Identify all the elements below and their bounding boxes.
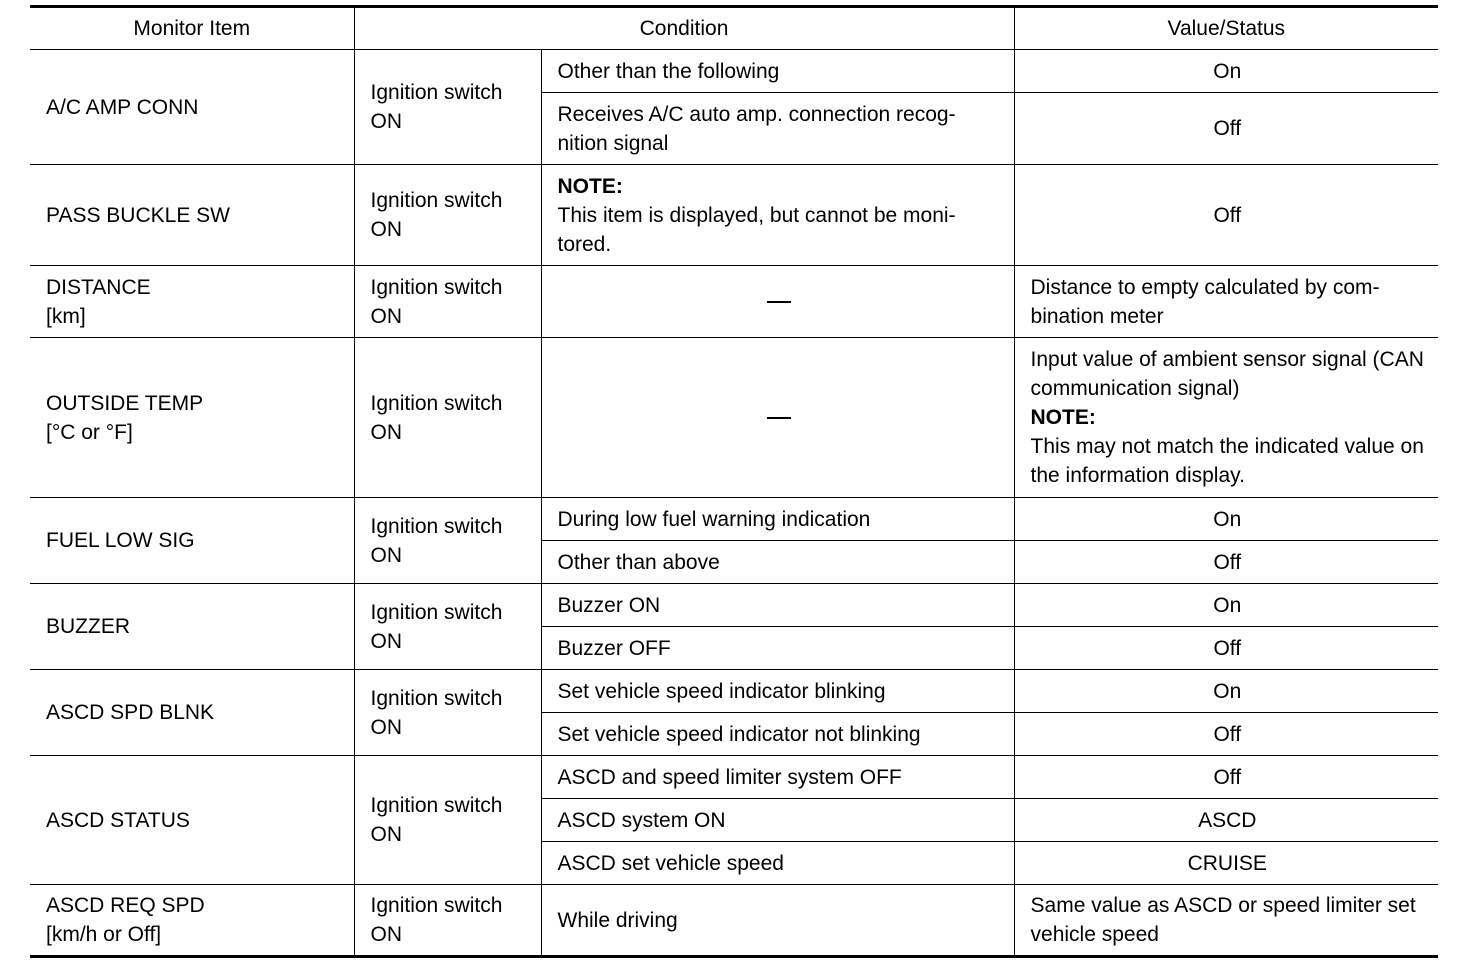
condition-detail bbox=[541, 338, 1014, 498]
condition-main: Ignition switch ON bbox=[354, 584, 541, 670]
table-row bbox=[30, 266, 1438, 338]
header-row bbox=[30, 7, 1438, 50]
monitor-item-name: PASS BUCKLE SW bbox=[30, 165, 354, 266]
condition-main: Ignition switch ON bbox=[354, 670, 541, 756]
condition-detail: ASCD and speed limiter system OFF bbox=[541, 756, 1014, 799]
monitor-item-name bbox=[30, 266, 354, 338]
monitor-item-name: A/C AMP CONN bbox=[30, 50, 354, 165]
condition-detail: Other than the following bbox=[541, 50, 1014, 93]
item-unit: [km/h or Off] bbox=[46, 923, 162, 946]
value-status: ASCD bbox=[1014, 799, 1438, 842]
value-status: Off bbox=[1014, 165, 1438, 266]
header-monitor-item: Monitor Item bbox=[30, 7, 354, 50]
dash-mark bbox=[767, 417, 791, 419]
condition-detail: Set vehicle speed indicator not blinking bbox=[541, 713, 1014, 756]
value-status: Off bbox=[1014, 93, 1438, 165]
condition-detail: While driving bbox=[541, 885, 1014, 957]
dash-mark bbox=[767, 301, 791, 303]
condition-main: Ignition switch ON bbox=[354, 50, 541, 165]
condition-detail: Buzzer ON bbox=[541, 584, 1014, 627]
header-condition: Condition bbox=[354, 7, 1014, 50]
value-status: On bbox=[1014, 670, 1438, 713]
item-label: ASCD REQ SPD bbox=[46, 894, 205, 917]
note-label: NOTE: bbox=[1030, 406, 1096, 429]
value-status: Distance to empty calculated by com-bination meter bbox=[1014, 266, 1438, 338]
condition-main: Ignition switch ON bbox=[354, 266, 541, 338]
condition-detail bbox=[541, 266, 1014, 338]
condition-main: Ignition switch ON bbox=[354, 165, 541, 266]
condition-detail: Other than above bbox=[541, 541, 1014, 584]
value-status bbox=[1014, 338, 1438, 498]
condition-detail: During low fuel warning indication bbox=[541, 498, 1014, 541]
value-status: Same value as ASCD or speed limiter set vehicle speed bbox=[1014, 885, 1438, 957]
table-row bbox=[30, 584, 1438, 627]
table-row bbox=[30, 756, 1438, 799]
note-text: This item is displayed, but cannot be moni-tored. bbox=[557, 203, 956, 256]
item-unit: [km] bbox=[46, 304, 86, 328]
condition-detail: ASCD system ON bbox=[541, 799, 1014, 842]
condition-detail: Receives A/C auto amp. connection recog-nition signal bbox=[541, 93, 1014, 165]
condition-main: Ignition switch ON bbox=[354, 498, 541, 584]
value-status: Off bbox=[1014, 713, 1438, 756]
note-text: This may not match the indicated value on the information display. bbox=[1030, 435, 1424, 487]
value-status: CRUISE bbox=[1014, 842, 1438, 885]
header-value-status: Value/Status bbox=[1014, 7, 1438, 50]
table-row bbox=[30, 670, 1438, 713]
item-label: DISTANCE bbox=[46, 275, 151, 299]
monitor-item-name: BUZZER bbox=[30, 584, 354, 670]
value-status: On bbox=[1014, 584, 1438, 627]
value-status: On bbox=[1014, 498, 1438, 541]
condition-detail: Buzzer OFF bbox=[541, 627, 1014, 670]
monitor-item-name bbox=[30, 885, 354, 957]
value-text: Input value of ambient sensor signal (CAN communication signal) bbox=[1030, 348, 1424, 400]
item-label: OUTSIDE TEMP bbox=[46, 391, 204, 415]
item-unit: [°C or °F] bbox=[46, 420, 133, 444]
table-row bbox=[30, 885, 1438, 957]
monitor-item-name: ASCD STATUS bbox=[30, 756, 354, 885]
value-status: On bbox=[1014, 50, 1438, 93]
value-status: Off bbox=[1014, 541, 1438, 584]
condition-main: Ignition switch ON bbox=[354, 885, 541, 957]
table-row bbox=[30, 498, 1438, 541]
table-row bbox=[30, 50, 1438, 93]
value-status: Off bbox=[1014, 756, 1438, 799]
table-row bbox=[30, 338, 1438, 498]
condition-detail bbox=[541, 165, 1014, 266]
monitor-item-name: ASCD SPD BLNK bbox=[30, 670, 354, 756]
monitor-item-name bbox=[30, 338, 354, 498]
condition-main: Ignition switch ON bbox=[354, 338, 541, 498]
condition-detail: ASCD set vehicle speed bbox=[541, 842, 1014, 885]
value-status: Off bbox=[1014, 627, 1438, 670]
monitor-item-table bbox=[30, 5, 1438, 958]
table-row bbox=[30, 165, 1438, 266]
condition-detail: Set vehicle speed indicator blinking bbox=[541, 670, 1014, 713]
monitor-item-name: FUEL LOW SIG bbox=[30, 498, 354, 584]
condition-main: Ignition switch ON bbox=[354, 756, 541, 885]
note-label: NOTE: bbox=[557, 174, 623, 198]
